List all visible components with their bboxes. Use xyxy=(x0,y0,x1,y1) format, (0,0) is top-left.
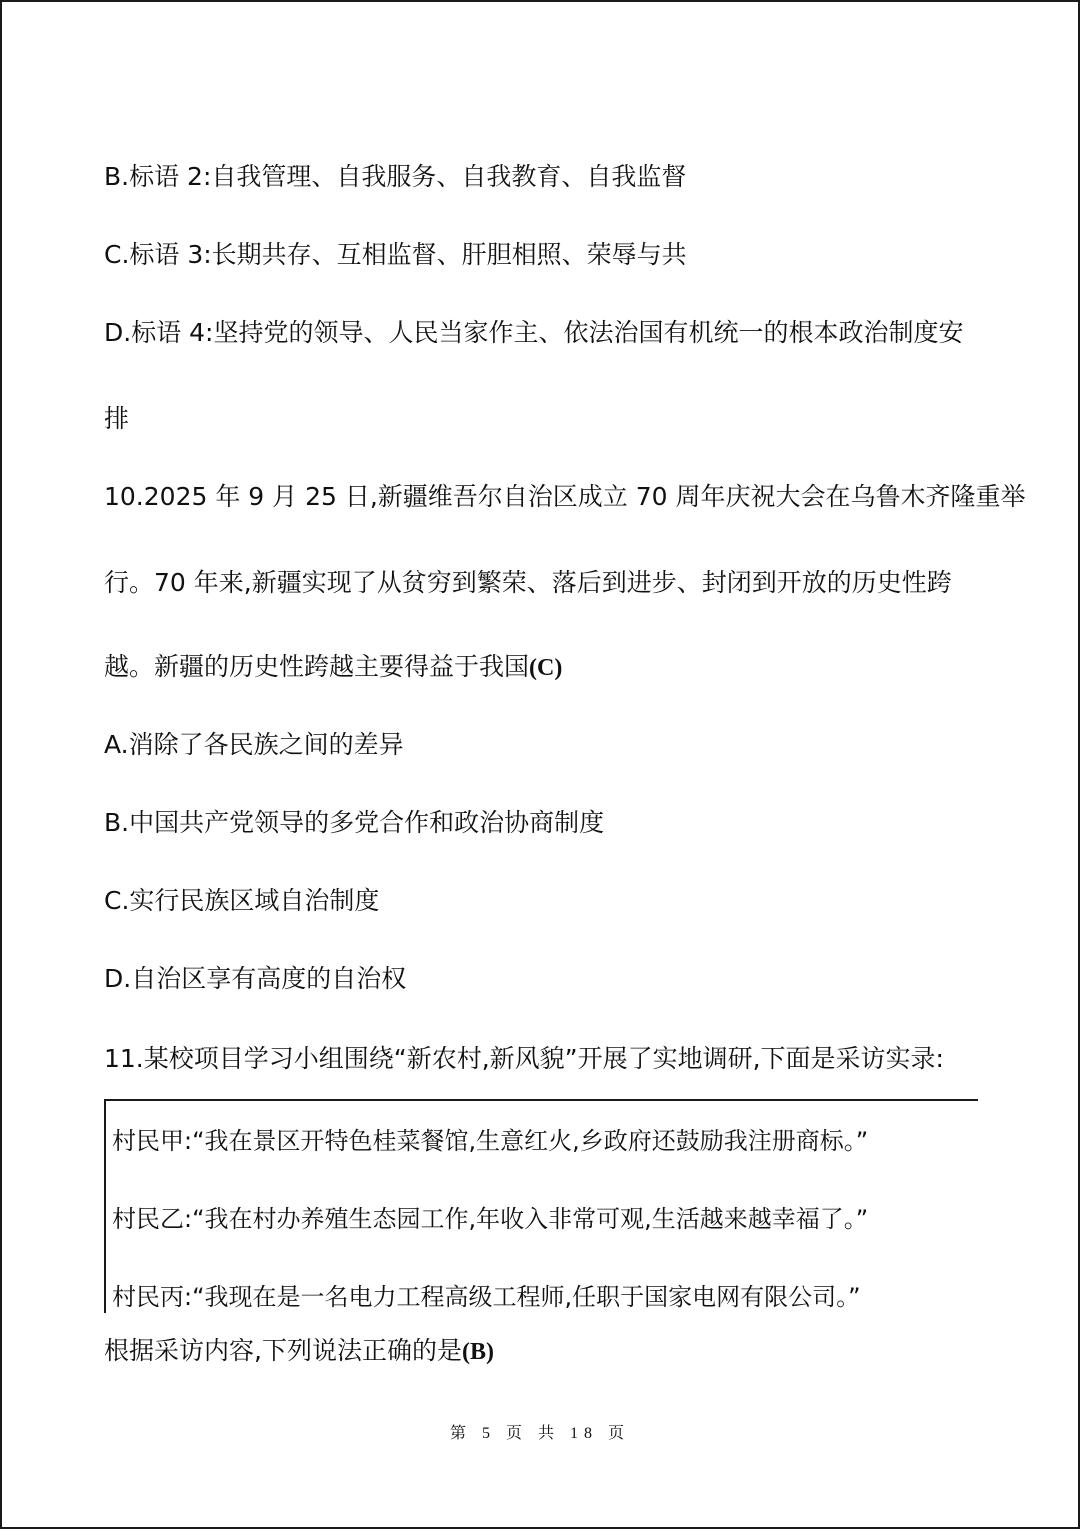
q10-stem-line2: 行。70 年来,新疆实现了从贫穷到繁荣、落后到进步、封闭到开放的历史性跨 xyxy=(104,568,952,597)
q9-option-c: C.标语 3:长期共存、互相监督、肝胆相照、荣辱与共 xyxy=(104,240,687,269)
q11-intro: 11.某校项目学习小组围绕“新农村,新风貌”开展了实地调研,下面是采访实录: xyxy=(104,1044,944,1073)
q11-question xyxy=(104,1334,494,1369)
q9-option-d-line2: 排 xyxy=(104,404,130,433)
q10-option-c: C.实行民族区域自治制度 xyxy=(104,886,380,915)
q11-answer: (B) xyxy=(461,1339,494,1365)
q10-option-b: B.中国共产党领导的多党合作和政治协商制度 xyxy=(104,808,605,837)
quote-villager-b: 村民乙:“我在村办养殖生态园工作,年收入非常可观,生活越来越幸福了。” xyxy=(112,1205,869,1233)
interview-quote-box xyxy=(104,1099,978,1313)
quote-villager-c: 村民丙:“我现在是一名电力工程高级工程师,任职于国家电网有限公司。” xyxy=(112,1283,861,1311)
q11-question-text: 根据采访内容,下列说法正确的是 xyxy=(104,1336,462,1365)
page-footer: 第 5 页 共 18 页 xyxy=(449,1425,630,1442)
q10-stem-line1: 10.2025 年 9 月 25 日,新疆维吾尔自治区成立 70 周年庆祝大会在乌鲁木齐隆重举 xyxy=(104,482,1026,511)
q10-answer: (C) xyxy=(529,655,563,681)
q10-stem-text: 越。新疆的历史性跨越主要得益于我国 xyxy=(104,652,530,681)
q10-option-a: A.消除了各民族之间的差异 xyxy=(104,730,404,759)
quote-villager-a: 村民甲:“我在景区开特色桂菜餐馆,生意红火,乡政府还鼓励我注册商标。” xyxy=(112,1127,869,1155)
q10-stem-line3 xyxy=(104,650,562,685)
q9-option-d-line1: D.标语 4:坚持党的领导、人民当家作主、依法治国有机统一的根本政治制度安 xyxy=(104,318,964,347)
q9-option-b: B.标语 2:自我管理、自我服务、自我教育、自我监督 xyxy=(104,162,687,191)
q10-option-d: D.自治区享有高度的自治权 xyxy=(104,964,407,993)
